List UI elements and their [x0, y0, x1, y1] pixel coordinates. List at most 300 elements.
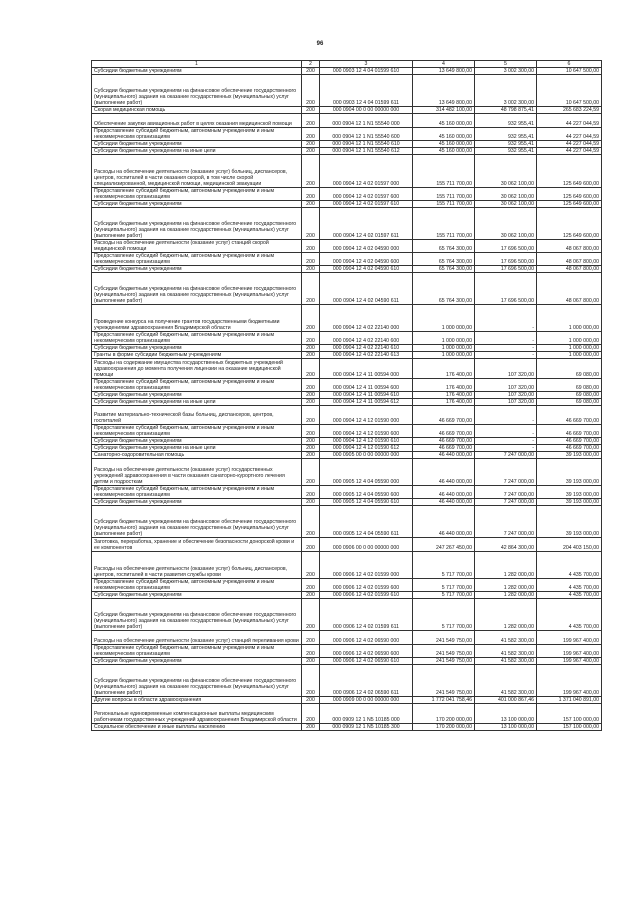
budget-code-cell: 000 0904 12 4 11 00594 000 — [320, 359, 413, 379]
executed-amount-cell: 932 955,41 — [475, 141, 537, 148]
budget-code-cell: 000 0904 12 1 N1 55540 600 — [320, 128, 413, 141]
expense-name-cell: Заготовка, переработка, хранение и обеспечение безопасности донорской крови и ее компонентов — [92, 538, 302, 552]
expense-name-cell: Предоставление субсидий бюджетным, автономным учреждениям и иным некоммерческим организациям — [92, 188, 302, 201]
admin-code-cell: 200 — [302, 658, 320, 665]
table-row — [92, 452, 602, 459]
expense-name-cell: Субсидии бюджетным учреждениям — [92, 592, 302, 599]
budget-code-cell: 000 0904 12 4 11 00594 600 — [320, 379, 413, 392]
approved-amount-cell: 1 000 000,00 — [413, 352, 475, 359]
executed-amount-cell: 1 282 000,00 — [475, 579, 537, 592]
approved-amount-cell: 46 669 700,00 — [413, 438, 475, 445]
remaining-amount-cell: 125 649 600,00 — [537, 208, 602, 240]
table-row — [92, 631, 602, 645]
approved-amount-cell: 46 669 700,00 — [413, 425, 475, 438]
approved-amount-cell: 155 711 700,00 — [413, 208, 475, 240]
table-row — [92, 499, 602, 506]
executed-amount-cell: - — [475, 406, 537, 425]
budget-code-cell: 000 0905 12 4 04 05590 611 — [320, 506, 413, 538]
table-row — [92, 599, 602, 631]
budget-code-cell: 000 0903 12 4 04 01599 610 — [320, 68, 413, 75]
remaining-amount-cell: 10 647 500,00 — [537, 75, 602, 107]
expense-name-cell: Субсидии бюджетным учреждениям на финансовое обеспечение государственного (муниципального) задания на оказание государственных (муниципальных) услуг (выполнение работ) — [92, 665, 302, 697]
remaining-amount-cell: 199 967 400,00 — [537, 665, 602, 697]
table-row — [92, 141, 602, 148]
expense-name-cell: Субсидии бюджетным учреждениям — [92, 68, 302, 75]
remaining-amount-cell: 125 649 600,00 — [537, 188, 602, 201]
executed-amount-cell: 13 100 000,00 — [475, 704, 537, 724]
executed-amount-cell: 107 320,00 — [475, 392, 537, 399]
approved-amount-cell: 1 000 000,00 — [413, 345, 475, 352]
executed-amount-cell: 17 696 500,00 — [475, 266, 537, 273]
admin-code-cell: 200 — [302, 359, 320, 379]
remaining-amount-cell: 39 193 000,00 — [537, 506, 602, 538]
remaining-amount-cell: 48 067 800,00 — [537, 253, 602, 266]
budget-code-cell: 000 0909 00 0 00 00000 000 — [320, 697, 413, 704]
table-row — [92, 538, 602, 552]
approved-amount-cell: 46 440 000,00 — [413, 452, 475, 459]
table-row — [92, 201, 602, 208]
remaining-amount-cell: 10 647 500,00 — [537, 68, 602, 75]
approved-amount-cell: 46 440 000,00 — [413, 506, 475, 538]
executed-amount-cell: 3 002 300,00 — [475, 68, 537, 75]
expense-name-cell: Предоставление субсидий бюджетным, автономным учреждениям и иным некоммерческим организациям — [92, 332, 302, 345]
table-row — [92, 240, 602, 253]
remaining-amount-cell: 39 193 000,00 — [537, 499, 602, 506]
approved-amount-cell: 155 711 700,00 — [413, 155, 475, 188]
admin-code-cell: 200 — [302, 538, 320, 552]
approved-amount-cell: 46 440 000,00 — [413, 486, 475, 499]
admin-code-cell: 200 — [302, 704, 320, 724]
approved-amount-cell: 46 440 000,00 — [413, 499, 475, 506]
budget-code-cell: 000 0906 12 4 02 01599 610 — [320, 592, 413, 599]
admin-code-cell: 200 — [302, 352, 320, 359]
expense-name-cell: Предоставление субсидий бюджетным, автономным учреждениям и иным некоммерческим организациям — [92, 128, 302, 141]
expense-name-cell: Субсидии бюджетным учреждениям на финансовое обеспечение государственного (муниципального) задания на оказание государственных (муниципальных) услуг (выполнение работ) — [92, 75, 302, 107]
budget-code-cell: 000 0904 12 4 02 22140 610 — [320, 345, 413, 352]
approved-amount-cell: 155 711 700,00 — [413, 201, 475, 208]
budget-code-cell: 000 0904 12 1 N1 55540 610 — [320, 141, 413, 148]
remaining-amount-cell: 46 669 700,00 — [537, 445, 602, 452]
remaining-amount-cell: 44 227 044,59 — [537, 114, 602, 128]
approved-amount-cell: 13 649 800,00 — [413, 75, 475, 107]
remaining-amount-cell: 39 193 000,00 — [537, 452, 602, 459]
remaining-amount-cell: 44 227 044,59 — [537, 141, 602, 148]
approved-amount-cell: 46 440 000,00 — [413, 459, 475, 486]
remaining-amount-cell: 46 669 700,00 — [537, 406, 602, 425]
expense-name-cell: Субсидии бюджетным учреждениям — [92, 438, 302, 445]
budget-code-cell: 000 0904 12 4 02 22140 613 — [320, 352, 413, 359]
budget-code-cell: 000 0906 00 0 00 00000 000 — [320, 538, 413, 552]
remaining-amount-cell: 199 967 400,00 — [537, 658, 602, 665]
executed-amount-cell: 41 582 300,00 — [475, 665, 537, 697]
budget-code-cell: 000 0906 12 4 02 06590 000 — [320, 631, 413, 645]
approved-amount-cell: 5 717 700,00 — [413, 592, 475, 599]
executed-amount-cell: 42 864 300,00 — [475, 538, 537, 552]
approved-amount-cell: 176 400,00 — [413, 399, 475, 406]
table-row — [92, 459, 602, 486]
executed-amount-cell: 41 582 300,00 — [475, 645, 537, 658]
expense-name-cell: Предоставление субсидий бюджетным, автономным учреждениям и иным некоммерческим организациям — [92, 253, 302, 266]
admin-code-cell: 200 — [302, 724, 320, 731]
executed-amount-cell: - — [475, 305, 537, 332]
column-header: 2 — [302, 61, 320, 68]
executed-amount-cell: 107 320,00 — [475, 399, 537, 406]
column-header: 5 — [475, 61, 537, 68]
budget-code-cell: 000 0904 12 4 02 01597 600 — [320, 188, 413, 201]
budget-code-cell: 000 0906 12 4 02 01599 000 — [320, 552, 413, 579]
approved-amount-cell: 65 764 300,00 — [413, 266, 475, 273]
expense-name-cell: Развитие материально-технической базы больниц, диспансеров, центров, госпиталей — [92, 406, 302, 425]
approved-amount-cell: 155 711 700,00 — [413, 188, 475, 201]
remaining-amount-cell: 44 227 044,59 — [537, 128, 602, 141]
executed-amount-cell: 7 247 000,00 — [475, 486, 537, 499]
remaining-amount-cell: 44 227 044,59 — [537, 148, 602, 155]
executed-amount-cell: - — [475, 425, 537, 438]
table-row — [92, 359, 602, 379]
table-row — [92, 128, 602, 141]
approved-amount-cell: 45 160 000,00 — [413, 141, 475, 148]
executed-amount-cell: 17 696 500,00 — [475, 273, 537, 305]
budget-code-cell: 000 0904 12 4 02 22140 000 — [320, 305, 413, 332]
budget-code-cell: 000 0909 12 1 N5 10185 300 — [320, 724, 413, 731]
admin-code-cell: 200 — [302, 552, 320, 579]
table-row — [92, 438, 602, 445]
expense-name-cell: Региональные единовременные компенсационные выплаты медицинским работникам государственных учреждений здравоохранения Владимирской области — [92, 704, 302, 724]
remaining-amount-cell: 199 967 400,00 — [537, 645, 602, 658]
executed-amount-cell: 3 002 300,00 — [475, 75, 537, 107]
table-row — [92, 399, 602, 406]
column-header: 1 — [92, 61, 302, 68]
executed-amount-cell: 30 062 100,00 — [475, 155, 537, 188]
expense-name-cell: Субсидии бюджетным учреждениям на финансовое обеспечение государственного (муниципального) задания на оказание государственных (муниципальных) услуг (выполнение работ) — [92, 599, 302, 631]
admin-code-cell: 200 — [302, 486, 320, 499]
budget-code-cell: 000 0904 12 4 11 00594 612 — [320, 399, 413, 406]
table-row — [92, 392, 602, 399]
admin-code-cell: 200 — [302, 201, 320, 208]
table-row — [92, 552, 602, 579]
admin-code-cell: 200 — [302, 631, 320, 645]
expense-name-cell: Социальное обеспечение и иные выплаты населению — [92, 724, 302, 731]
admin-code-cell: 200 — [302, 273, 320, 305]
executed-amount-cell: 41 582 300,00 — [475, 631, 537, 645]
expense-name-cell: Расходы на обеспечение деятельности (оказание услуг) государственных учреждений здравоохранения в части оказания санаторно-курортного лечения детям и подросткам — [92, 459, 302, 486]
approved-amount-cell: 5 717 700,00 — [413, 599, 475, 631]
approved-amount-cell: 241 549 750,00 — [413, 631, 475, 645]
admin-code-cell: 200 — [302, 332, 320, 345]
budget-code-cell: 000 0904 12 1 N1 55540 000 — [320, 114, 413, 128]
expense-name-cell: Скорая медицинская помощь — [92, 107, 302, 114]
approved-amount-cell: 45 160 000,00 — [413, 128, 475, 141]
expense-name-cell: Субсидии бюджетным учреждениям — [92, 266, 302, 273]
approved-amount-cell: 5 717 700,00 — [413, 579, 475, 592]
table-row — [92, 305, 602, 332]
admin-code-cell: 200 — [302, 208, 320, 240]
column-header: 4 — [413, 61, 475, 68]
approved-amount-cell: 314 482 100,00 — [413, 107, 475, 114]
executed-amount-cell: 30 062 100,00 — [475, 208, 537, 240]
expense-name-cell: Проведение конкурса на получение грантов государственными бюджетными учреждениями здравоохранения Владимирской области — [92, 305, 302, 332]
budget-code-cell: 000 0904 12 4 02 04590 611 — [320, 273, 413, 305]
table-row — [92, 107, 602, 114]
budget-code-cell: 000 0904 12 4 02 01597 000 — [320, 155, 413, 188]
approved-amount-cell: 241 549 750,00 — [413, 665, 475, 697]
executed-amount-cell: 932 955,41 — [475, 114, 537, 128]
expense-name-cell: Субсидии бюджетным учреждениям — [92, 392, 302, 399]
remaining-amount-cell: 48 067 800,00 — [537, 240, 602, 253]
executed-amount-cell: 1 282 000,00 — [475, 552, 537, 579]
table-row — [92, 68, 602, 75]
admin-code-cell: 200 — [302, 253, 320, 266]
table-row — [92, 332, 602, 345]
remaining-amount-cell: 125 649 600,00 — [537, 201, 602, 208]
expense-name-cell: Субсидии бюджетным учреждениям на финансовое обеспечение государственного (муниципального) задания на оказание государственных (муниципальных) услуг (выполнение работ) — [92, 273, 302, 305]
executed-amount-cell: 48 798 875,41 — [475, 107, 537, 114]
budget-code-cell: 000 0904 12 4 02 22140 600 — [320, 332, 413, 345]
budget-code-cell: 000 0904 12 4 11 00594 610 — [320, 392, 413, 399]
admin-code-cell: 200 — [302, 148, 320, 155]
remaining-amount-cell: 204 403 150,00 — [537, 538, 602, 552]
executed-amount-cell: 107 320,00 — [475, 359, 537, 379]
column-number-row — [92, 61, 602, 68]
page-number: 96 — [316, 41, 324, 47]
table-row — [92, 486, 602, 499]
column-header: 6 — [537, 61, 602, 68]
expense-name-cell: Расходы на обеспечение деятельности (оказание услуг) станций скорой медицинской помощи — [92, 240, 302, 253]
remaining-amount-cell: 4 435 700,00 — [537, 599, 602, 631]
remaining-amount-cell: 1 000 000,00 — [537, 305, 602, 332]
budget-code-cell: 000 0904 12 4 12 01590 600 — [320, 425, 413, 438]
budget-code-cell: 000 0904 12 4 02 04590 600 — [320, 253, 413, 266]
approved-amount-cell: 170 200 000,00 — [413, 724, 475, 731]
admin-code-cell: 200 — [302, 399, 320, 406]
admin-code-cell: 200 — [302, 141, 320, 148]
approved-amount-cell: 45 160 000,00 — [413, 114, 475, 128]
approved-amount-cell: 1 000 000,00 — [413, 332, 475, 345]
table-row — [92, 592, 602, 599]
budget-code-cell: 000 0904 00 0 00 00000 000 — [320, 107, 413, 114]
executed-amount-cell: 30 062 100,00 — [475, 188, 537, 201]
expense-name-cell: Предоставление субсидий бюджетным, автономным учреждениям и иным некоммерческим организациям — [92, 579, 302, 592]
admin-code-cell: 200 — [302, 188, 320, 201]
admin-code-cell: 200 — [302, 579, 320, 592]
admin-code-cell: 200 — [302, 599, 320, 631]
remaining-amount-cell: 157 100 000,00 — [537, 724, 602, 731]
remaining-amount-cell: 39 193 000,00 — [537, 459, 602, 486]
expense-name-cell: Гранты в форме субсидии бюджетным учреждениям — [92, 352, 302, 359]
table-row — [92, 724, 602, 731]
expense-name-cell: Санаторно-оздоровительная помощь — [92, 452, 302, 459]
budget-code-cell: 000 0906 12 4 02 01599 600 — [320, 579, 413, 592]
budget-code-cell: 000 0906 12 4 02 01599 611 — [320, 599, 413, 631]
column-header: 3 — [320, 61, 413, 68]
budget-code-cell: 000 0904 12 4 02 04590 000 — [320, 240, 413, 253]
table-row — [92, 273, 602, 305]
table-row — [92, 406, 602, 425]
admin-code-cell: 200 — [302, 697, 320, 704]
remaining-amount-cell: 4 435 700,00 — [537, 579, 602, 592]
admin-code-cell: 200 — [302, 665, 320, 697]
expense-name-cell: Субсидии бюджетным учреждениям — [92, 141, 302, 148]
admin-code-cell: 200 — [302, 240, 320, 253]
expense-name-cell: Предоставление субсидий бюджетным, автономным учреждениям и иным некоммерческим организациям — [92, 645, 302, 658]
admin-code-cell: 200 — [302, 592, 320, 599]
executed-amount-cell: 30 062 100,00 — [475, 201, 537, 208]
budget-table — [91, 60, 602, 731]
admin-code-cell: 200 — [302, 128, 320, 141]
budget-code-cell: 000 0904 12 4 12 01590 000 — [320, 406, 413, 425]
approved-amount-cell: 241 549 750,00 — [413, 645, 475, 658]
executed-amount-cell: 401 000 867,46 — [475, 697, 537, 704]
executed-amount-cell: - — [475, 332, 537, 345]
admin-code-cell: 200 — [302, 406, 320, 425]
budget-code-cell: 000 0904 12 4 12 01590 610 — [320, 438, 413, 445]
budget-code-cell: 000 0903 12 4 04 01599 611 — [320, 75, 413, 107]
budget-code-cell: 000 0905 12 4 04 05590 610 — [320, 499, 413, 506]
table-row — [92, 665, 602, 697]
approved-amount-cell: 65 764 300,00 — [413, 240, 475, 253]
remaining-amount-cell: 125 649 600,00 — [537, 155, 602, 188]
executed-amount-cell: 1 282 000,00 — [475, 592, 537, 599]
executed-amount-cell: 7 247 000,00 — [475, 452, 537, 459]
table-row — [92, 658, 602, 665]
remaining-amount-cell: 46 669 700,00 — [537, 438, 602, 445]
table-row — [92, 75, 602, 107]
admin-code-cell: 200 — [302, 459, 320, 486]
table-row — [92, 345, 602, 352]
admin-code-cell: 200 — [302, 445, 320, 452]
admin-code-cell: 200 — [302, 438, 320, 445]
admin-code-cell: 200 — [302, 107, 320, 114]
admin-code-cell: 200 — [302, 379, 320, 392]
table-row — [92, 114, 602, 128]
admin-code-cell: 200 — [302, 75, 320, 107]
expense-name-cell: Предоставление субсидий бюджетным, автономным учреждениям и иным некоммерческим организациям — [92, 486, 302, 499]
admin-code-cell: 200 — [302, 392, 320, 399]
expense-name-cell: Субсидии бюджетным учреждениям — [92, 499, 302, 506]
executed-amount-cell: 932 955,41 — [475, 128, 537, 141]
executed-amount-cell: 13 100 000,00 — [475, 724, 537, 731]
executed-amount-cell: - — [475, 438, 537, 445]
approved-amount-cell: 176 400,00 — [413, 379, 475, 392]
executed-amount-cell: 17 696 500,00 — [475, 253, 537, 266]
admin-code-cell: 200 — [302, 305, 320, 332]
admin-code-cell: 200 — [302, 68, 320, 75]
executed-amount-cell: - — [475, 352, 537, 359]
budget-code-cell: 000 0909 12 1 N5 10185 000 — [320, 704, 413, 724]
table-row — [92, 704, 602, 724]
expense-name-cell: Предоставление субсидий бюджетным, автономным учреждениям и иным некоммерческим организациям — [92, 425, 302, 438]
remaining-amount-cell: 199 967 400,00 — [537, 631, 602, 645]
table-row — [92, 266, 602, 273]
expense-name-cell: Расходы на содержание имущества государственных бюджетных учреждений здравоохранения до момента получения лицензии на оказание медицинской помощи — [92, 359, 302, 379]
expense-name-cell: Расходы на обеспечение деятельности (оказание услуг) больниц, диспансеров, центров, госпиталей в части развития службы крови — [92, 552, 302, 579]
table-row — [92, 352, 602, 359]
expense-name-cell: Предоставление субсидий бюджетным, автономным учреждениям и иным некоммерческим организациям — [92, 379, 302, 392]
budget-code-cell: 000 0905 12 4 04 05590 600 — [320, 486, 413, 499]
expense-name-cell: Другие вопросы в области здравоохранения — [92, 697, 302, 704]
approved-amount-cell: 46 669 700,00 — [413, 445, 475, 452]
admin-code-cell: 200 — [302, 114, 320, 128]
admin-code-cell: 200 — [302, 499, 320, 506]
expense-name-cell: Субсидии бюджетным учреждениям на иные цели — [92, 445, 302, 452]
admin-code-cell: 200 — [302, 266, 320, 273]
table-row — [92, 645, 602, 658]
budget-code-cell: 000 0906 12 4 02 06590 611 — [320, 665, 413, 697]
table-row — [92, 579, 602, 592]
executed-amount-cell: 932 955,41 — [475, 148, 537, 155]
remaining-amount-cell: 69 080,00 — [537, 399, 602, 406]
approved-amount-cell: 247 267 450,00 — [413, 538, 475, 552]
approved-amount-cell: 13 649 800,00 — [413, 68, 475, 75]
executed-amount-cell: 17 696 500,00 — [475, 240, 537, 253]
table-row — [92, 208, 602, 240]
table-row — [92, 155, 602, 188]
remaining-amount-cell: 1 000 000,00 — [537, 352, 602, 359]
executed-amount-cell: - — [475, 445, 537, 452]
remaining-amount-cell: 4 435 700,00 — [537, 592, 602, 599]
expense-name-cell: Субсидии бюджетным учреждениям — [92, 201, 302, 208]
executed-amount-cell: 107 320,00 — [475, 379, 537, 392]
budget-code-cell: 000 0906 12 4 02 06590 610 — [320, 658, 413, 665]
remaining-amount-cell: 48 067 800,00 — [537, 266, 602, 273]
expense-name-cell: Субсидии бюджетным учреждениям — [92, 345, 302, 352]
executed-amount-cell: 41 582 300,00 — [475, 658, 537, 665]
remaining-amount-cell: 39 193 000,00 — [537, 486, 602, 499]
approved-amount-cell: 46 669 700,00 — [413, 406, 475, 425]
expense-name-cell: Субсидии бюджетным учреждениям на финансовое обеспечение государственного (муниципального) задания на оказание государственных (муниципальных) услуг (выполнение работ) — [92, 208, 302, 240]
executed-amount-cell: 7 247 000,00 — [475, 499, 537, 506]
admin-code-cell: 200 — [302, 425, 320, 438]
remaining-amount-cell: 265 683 224,59 — [537, 107, 602, 114]
admin-code-cell: 200 — [302, 506, 320, 538]
remaining-amount-cell: 69 080,00 — [537, 359, 602, 379]
approved-amount-cell: 170 200 000,00 — [413, 704, 475, 724]
budget-code-cell: 000 0904 12 4 02 01597 610 — [320, 201, 413, 208]
remaining-amount-cell: 69 080,00 — [537, 379, 602, 392]
approved-amount-cell: 241 549 750,00 — [413, 658, 475, 665]
budget-code-cell: 000 0906 12 4 02 06590 600 — [320, 645, 413, 658]
budget-code-cell: 000 0904 12 4 02 04590 610 — [320, 266, 413, 273]
admin-code-cell: 200 — [302, 645, 320, 658]
approved-amount-cell: 5 717 700,00 — [413, 552, 475, 579]
remaining-amount-cell: 48 067 800,00 — [537, 273, 602, 305]
expense-name-cell: Обеспечение закупки авиационных работ в целях оказания медицинской помощи — [92, 114, 302, 128]
approved-amount-cell: 1 000 000,00 — [413, 305, 475, 332]
expense-name-cell: Субсидии бюджетным учреждениям на финансовое обеспечение государственного (муниципального) задания на оказание государственных (муниципальных) услуг (выполнение работ) — [92, 506, 302, 538]
table-row — [92, 253, 602, 266]
remaining-amount-cell: 157 100 000,00 — [537, 704, 602, 724]
table-row — [92, 379, 602, 392]
executed-amount-cell: 7 247 000,00 — [475, 506, 537, 538]
remaining-amount-cell: 1 371 040 891,00 — [537, 697, 602, 704]
budget-code-cell: 000 0904 12 4 12 01590 612 — [320, 445, 413, 452]
table-row — [92, 506, 602, 538]
expense-name-cell: Субсидии бюджетным учреждениям — [92, 658, 302, 665]
table-row — [92, 697, 602, 704]
budget-code-cell: 000 0905 00 0 00 00000 000 — [320, 452, 413, 459]
admin-code-cell: 200 — [302, 155, 320, 188]
approved-amount-cell: 1 772 041 758,46 — [413, 697, 475, 704]
remaining-amount-cell: 69 080,00 — [537, 392, 602, 399]
expense-name-cell: Субсидии бюджетным учреждениям на иные цели — [92, 148, 302, 155]
table-row — [92, 445, 602, 452]
expense-name-cell: Расходы на обеспечение деятельности (оказание услуг) станций переливания крови — [92, 631, 302, 645]
admin-code-cell: 200 — [302, 345, 320, 352]
table-row — [92, 188, 602, 201]
executed-amount-cell: - — [475, 345, 537, 352]
admin-code-cell: 200 — [302, 452, 320, 459]
approved-amount-cell: 176 400,00 — [413, 359, 475, 379]
